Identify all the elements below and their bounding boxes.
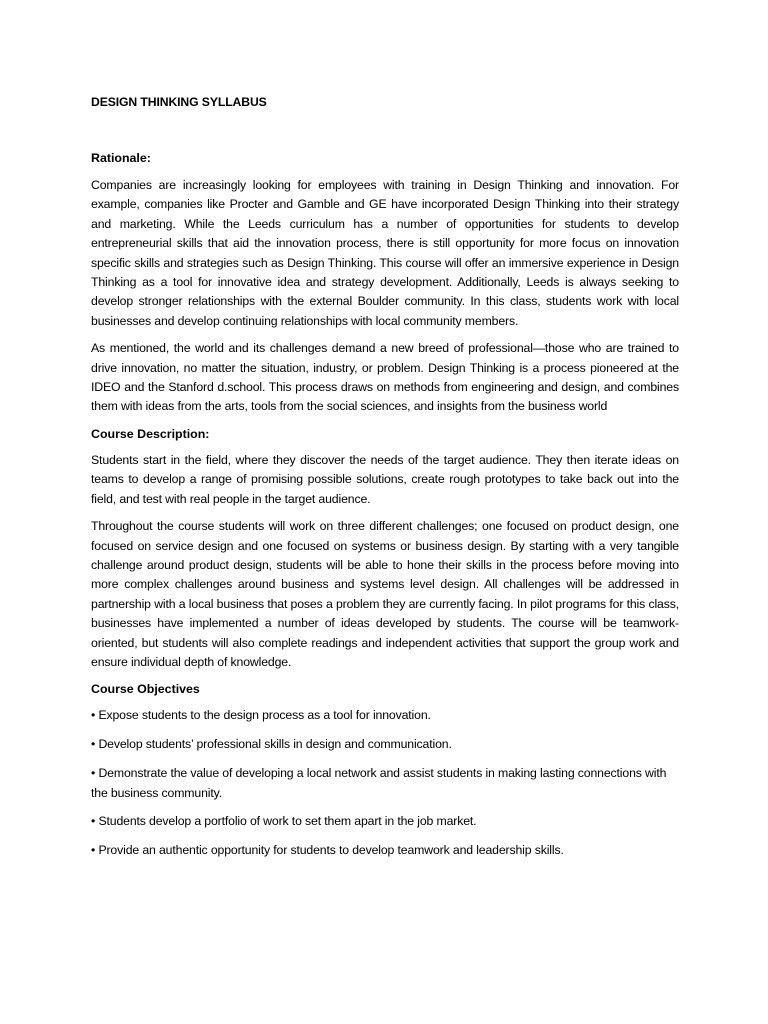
objective-item: [91, 812, 679, 831]
rationale-heading: Rationale:: [91, 151, 151, 165]
bullet-icon: •: [91, 843, 96, 858]
rationale-paragraph: Companies are increasingly looking for employees with training in Design Thinking and innovation. For example, companies like Procter and Gamble and GE have incorporated Design Thinking into their strategy and marketing. While the Leeds curriculum has a number of opportunities for students to develop entrepreneurial skills that aid the innovation process, there is still opportunity for more focus on innovation specific skills and strategies such as Design Thinking. This course will offer an immersive experience in Design Thinking as a tool for innovative idea and strategy development. Additionally, Leeds is always seeking to develop stronger relationships with the external Boulder community. In this class, students work with local businesses and develop continuing relationships with local community members.: [91, 178, 679, 328]
objective-text: Develop students’ professional skills in design and communication.: [98, 737, 452, 752]
course-description-paragraph: Throughout the course students will work on three different challenges; one focused on product design, one focused on service design and one focused on systems or business design. By starting with a very tangible challenge around product design, students will be able to hone their skills in the process before moving into more complex challenges around business and systems level design. All challenges will be addressed in partnership with a local business that poses a problem they are currently facing. In pilot programs for this class, businesses have implemented a number of ideas developed by students. The course will be teamwork-oriented, but students will also complete readings and independent activities that support the group work and ensure individual depth of knowledge.: [91, 519, 679, 669]
bullet-icon: •: [91, 766, 96, 781]
course-objectives-heading: Course Objectives: [91, 682, 200, 697]
objective-item: [91, 735, 679, 754]
objective-item: [91, 764, 679, 803]
document-title: DESIGN THINKING SYLLABUS: [91, 95, 267, 109]
objective-text: Provide an authentic opportunity for students to develop teamwork and leadership skills.: [98, 843, 564, 858]
bullet-icon: •: [91, 708, 96, 723]
course-objectives-list: [91, 706, 679, 860]
bullet-icon: •: [91, 737, 96, 752]
objective-text: Demonstrate the value of developing a local network and assist students in making lasting connections with the business community.: [91, 766, 667, 800]
rationale-paragraph: As mentioned, the world and its challenges demand a new breed of professional—those who are trained to drive innovation, no matter the situation, industry, or problem. Design Thinking is a process pioneered at the IDEO and the Stanford d.school. This process draws on methods from engineering and design, and combines them with ideas from the arts, tools from the social sciences, and insights from the business world: [91, 341, 679, 414]
bullet-icon: •: [91, 814, 96, 829]
objective-item: [91, 841, 679, 860]
objective-text: Expose students to the design process as a tool for innovation.: [98, 708, 431, 723]
course-description-paragraph: Students start in the field, where they discover the needs of the target audience. They then iterate ideas on teams to develop a range of promising possible solutions, create rough prototypes to take back out into the field, and test with real people in the target audience.: [91, 452, 679, 506]
objective-item: [91, 706, 679, 725]
course-description-heading: Course Description:: [91, 426, 210, 441]
document-content: [91, 93, 679, 870]
objective-text: Students develop a portfolio of work to set them apart in the job market.: [98, 814, 477, 829]
